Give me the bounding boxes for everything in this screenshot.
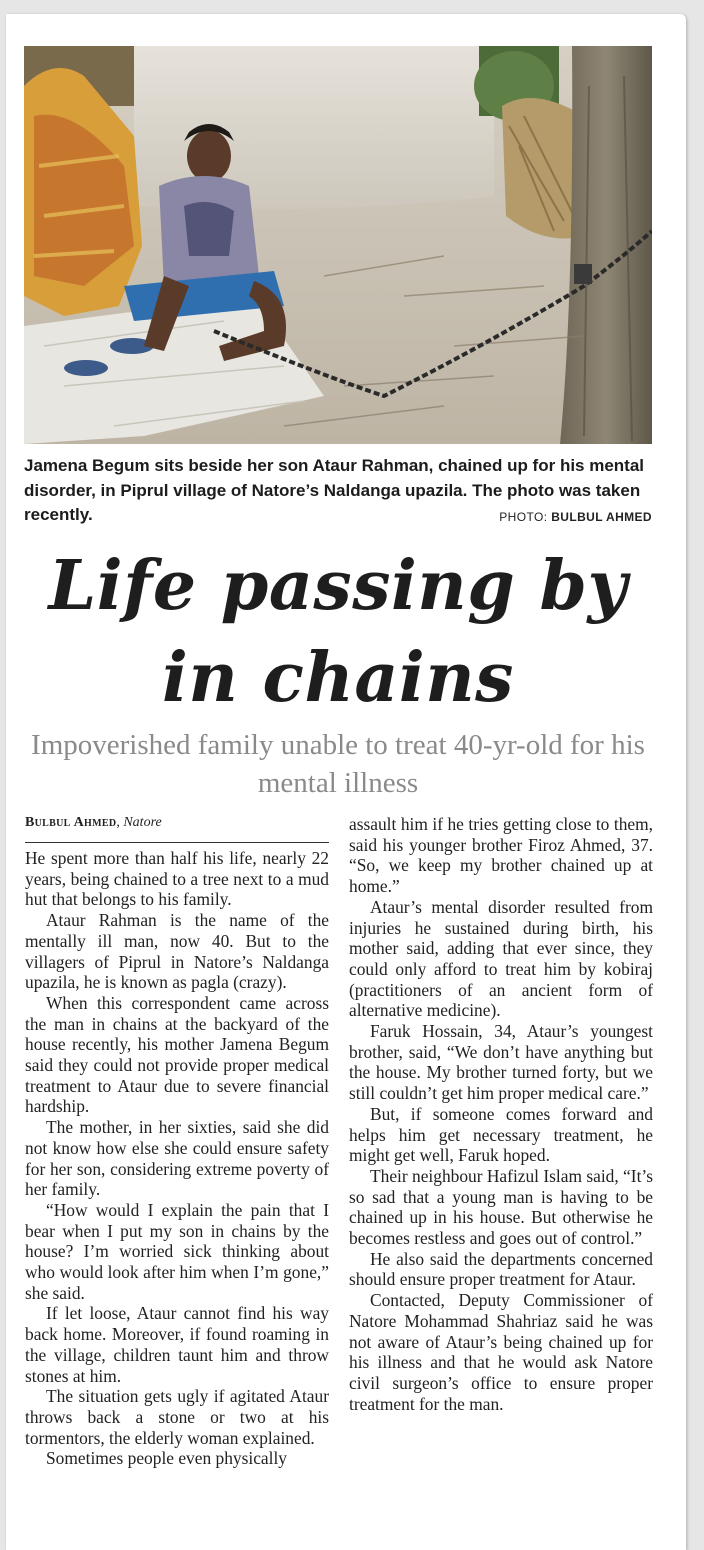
news-photo [24,46,652,444]
paragraph: He spent more than half his life, nearly 22 years, being chained to a tree next to a mud hut that belongs to his family. [25,848,329,910]
subheadline: Impoverished family unable to treat 40-yr-old for his mental illness [31,729,645,799]
paragraph: Their neighbour Hafizul Islam said, “It’s so sad that a young man is having to be chained up in his house. But otherwise he becomes restless and goes out of control.” [349,1165,653,1249]
headline-line-1: Life passing by [48,546,628,626]
paragraph: Ataur’s mental disorder resulted from injuries he sustained during birth, his mother said, adding that ever since, they could only afford to treat him by kobiraj (practitioners of an ancient form of alternative medicine). [349,896,653,1021]
paragraph: Ataur Rahman is the name of the mentally ill man, now 40. But to the villagers of Piprul in Natore’s Naldanga upazila, he is known as pagla (crazy). [25,910,329,993]
paragraph: But, if someone comes forward and helps him get necessary treatment, he might get well, Faruk hoped. [349,1103,653,1166]
byline-location: Natore [123,815,162,830]
headline [24,540,652,724]
paragraph: He also said the departments concerned should ensure proper treatment for Ataur. [349,1248,653,1290]
paragraph: Faruk Hossain, 34, Ataur’s youngest brother, said, “We don’t have anything but the house. My brother turned forty, but we still couldn’t get him proper medical care.” [349,1021,653,1104]
photo-credit [499,510,652,524]
paragraph: “How would I explain the pain that I bear when I put my son in chains by the house? I’m worried sick thinking about who would look after him when I’m gone,” she said. [25,1199,329,1303]
photo-credit-label: PHOTO: [499,510,548,524]
paragraph: If let loose, Ataur cannot find his way back home. Moreover, if found roaming in the village, children taunt him and throw stones at him. [25,1303,329,1386]
paragraph: The mother, in her sixties, said she did not know how else she could ensure safety for her son, considering extreme poverty of her family. [25,1117,329,1200]
headline-line-2: in chains [162,638,514,718]
article-column-2 [349,814,653,1414]
byline-author: Bulbul Ahmed [25,815,117,830]
paragraph: Contacted, Deputy Commissioner of Natore Mohammad Shahriaz said he was not aware of Ataur’s being chained up for his illness and that he would ask Natore civil surgeon’s office to ensure proper treatment for the man. [349,1290,653,1414]
byline-rule [25,842,329,843]
photo-caption: Jamena Begum sits beside her son Ataur Rahman, chained up for his mental disorder, in Piprul village of Natore’s Naldanga upazila. The photo was taken recently. [24,456,645,524]
byline: Bulbul Ahmed, Natore [25,815,162,830]
paragraph: When this correspondent came across the man in chains at the backyard of the house recently, his mother Jamena Begum said they could not provide proper medical treatment to Ataur due to severe financial hardship. [25,992,329,1117]
paragraph: assault him if he tries getting close to them, said his younger brother Firoz Ahmed, 37. “So, we keep my brother chained up at home.” [349,814,653,897]
photo-credit-name: BULBUL AHMED [551,510,652,524]
article-column-1 [25,848,329,1469]
paragraph: Sometimes people even physically [46,1448,287,1469]
paragraph: The situation gets ugly if agitated Ataur throws back a stone or two at his tormentors, the elderly woman explained. [25,1386,329,1448]
